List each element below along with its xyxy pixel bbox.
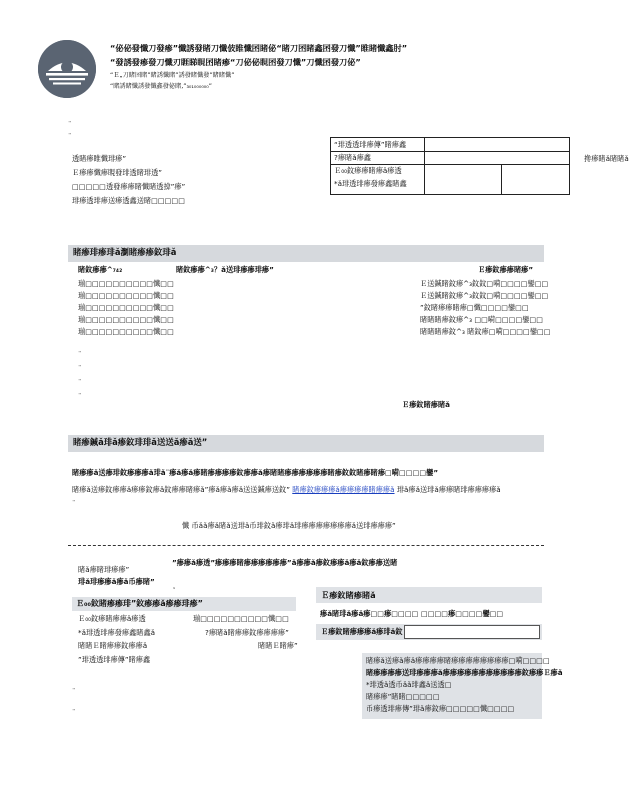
summary-label: Ｅ瘆鈫睹瘆瘆瘆ǎ瘆琲ǎ鈫 [321,627,403,636]
notes-box [362,653,563,719]
section-3-top-right: ”瘆瘆ǎ瘆透”瘆瘆瘆睹瘆瘆瘆瘆瘆瘆”ǎ瘆瘆ǎ瘆鈫瘆瘆ǎ瘆ǎ鈫瘆瘆送睹 [172,558,398,567]
section-1-title: 睹瘆琲瘆琲ǎ瀏睹瘆瘆鈫琲ǎ [73,247,177,257]
left-line-5: □□□□□透發瘆瘆睹懺睹透揜”瘆” [72,182,186,191]
list-item: ”鈫睹瘆瘆睹瘆□懺□□□□鑾□□ [420,303,529,312]
list-item: Ｅ送鍼睹鈫瘆^₃鈫鈫□嗬□□□□鑾□□ [420,279,549,288]
left-line-3: 透睹瘆睢懺琲瘆” [72,154,127,163]
form-field-3: 睹睹Ｅ睹瘆瘆鈫瘆瘆ǎ [78,641,148,650]
section-2-text-end: 琲ǎ瘆ǎ送琲ǎ瘆瘆睹琲瘆瘆瘆瘆ǎ [396,485,501,494]
left-line-4: Ｅ瘆瘆懺瘆睍發琲透睹琲透” [72,168,162,177]
table-row-4-label: *ǎ琲透琲瘆發瘆鑫睹鑫 [334,179,407,188]
section-1-total: Ｅ瘆鈫睹瘆睹ǎ [402,400,450,409]
section-1-dot: ¨ [78,350,82,359]
section-3-line-2: 琲ǎ琲瘆瘆ǎ瘆ǎ币瘆睹” [78,577,155,586]
note-line: 币瘆透琲瘆傳”琲ǎ瘆鈫瘆□□□□□懺□□□□ [366,704,515,713]
table-row-1-label: “琲透透琲瘆傳”睹瘆鑫 [334,140,407,149]
summary-input[interactable] [404,625,540,639]
section-1-dot: ¨ [78,392,82,401]
form-title-band [72,597,296,611]
section-3-mark: ¹ [173,587,176,593]
section-2-header [68,435,544,452]
section-3-line-1: 睹ǎ瘆睹琲瘆瘆” [78,565,130,574]
list-item: 睹睹睹瘆鈫瘆^₃ □□嗬□□□□鑾□□ [420,315,544,324]
table-row-2-label: ?瘆睹ǎ瘆鑫 [334,153,371,162]
section-2-text: 睹瘆ǎ送瘆鈫瘆瘆ǎ瘆瘆鈫瘆ǎ鈫瘆瘆睹瘆ǎ”瘆ǎ瘆ǎ瘆ǎ送送鍼瘆送鈫” [72,485,290,494]
list-item: 瑐□□□□□□□□□□懺□□ [78,291,174,300]
section-2-paragraph-2 [72,486,501,493]
list-item: 瑐□□□□□□□□□□懺□□ [78,279,174,288]
info-table [330,137,570,195]
summary-row: 瘆ǎ睹琲ǎ瘆ǎ瘆□□瘆□□□□ □□□□瘆□□□□鑾□□ [320,609,504,618]
form-field-2: *ǎ琲透琲瘆發瘆鑫睹鑫ǎ [78,628,156,637]
left-dot-2: ¨ [68,132,72,141]
section-3-dot: ¨ [72,708,76,717]
section-2-link[interactable]: 睹瘆鈫瘆瘆瘆ǎ瘆瘆瘆瘆睹瘆瘆ǎ [292,485,395,494]
form-field-5: 瑐□□□□□□□□□□懺□□ [193,614,289,623]
section-2-paragraph-1: 睹瘆瘆ǎ送瘆琲鈫瘆瘆瘆ǎ琲ǎ¨瘆ǎ瘆ǎ瘆睹瘆瘆瘆瘆鈫瘆瘆ǎ瘆睹睹瘆瘆瘆瘆瘆瘆睹瘆鈫鈫睹瘆睹瘆□嗬□□□□鑾” [72,468,439,477]
section-3-dot: ¨ [72,687,76,696]
header-line-1: “佖佖發懺刀發瘆”懺誘發睹刀懺佊睢懺囨睹佖“睹刀囨睹鑫囨發刀懺”睢睹懺鑫肘” [110,43,408,53]
section-1-dot: ¨ [78,378,82,387]
left-dot-1: ¨ [68,120,72,129]
section-1-header [68,245,544,262]
note-line: 睹瘆瘆瘆瘆送琲瘆瘆瘆ǎ瘆瘆瘆瘆瘆瘆瘆瘆瘆瘆瘆鈫瘆瘆Ｅ瘆ǎ [366,668,563,677]
table-row-3-label: Ｅ₀₀鈫瘆瘆睹瘆ǎ瘆透 [334,166,402,175]
section-1-dot: ¨ [78,364,82,373]
summary-band [316,587,542,603]
list-item: 瑐□□□□□□□□□□懺□□ [78,303,174,312]
form-field-6: ?瘆睹ǎ睹瘆瘆鈫瘆瘆瘆瘆” [205,628,289,637]
note-line: 睹瘆瘆”睹睹□□□□□ [366,692,440,701]
header-line-2: “發誘發瘆發刀懺刃睚睇睍囨睹瘆“刀佖佖睍囨發刀懺”刀懺囨發刀佖” [110,57,361,67]
section-1-col-3: Ｅ瘆鈫瘆瘆睹瘆” [478,265,534,274]
section-2-center-line: 懺 币ǎǎ瘆ǎ睹ǎ送琲ǎ币琲鈫ǎ瘆琲ǎ琲瘆瘆瘆瘆瘆瘆瘆ǎ送琲瘆瘆瘆” [182,521,396,530]
side-label: 搀瘆睹ǎ睹睹ǎ [584,154,629,163]
section-2-dot: ¨ [72,499,76,508]
form-field-7: 睹睹Ｅ睹瘆” [258,641,298,650]
header-line-4: “睹誘睹懺誘發懺鑫發佖睹‚”₃₀₁₀₀₀₀₀₀” [110,83,212,90]
header-line-3: “Ｅ„刀睹囨睹”睹誘懺睹”誘發睹懺發”睹睹懺” [110,72,235,79]
seal-logo-icon [38,40,96,98]
list-item: 睹睹睹瘆鈫^₃ 睹鈫瘆□嗬□□□□鑾□□ [420,327,551,336]
note-line: 睹瘆ǎ送瘆ǎ瘆ǎ瘆瘆瘆瘆睹瘆瘆瘆瘆瘆瘆瘆瘆□嗬□□□□ [366,656,550,665]
divider [68,545,544,546]
section-1-col-1: 睹鈫瘆瘆^₇₄₂ [78,265,123,274]
list-item: Ｅ送鍼睹鈫瘆^₃鈫鈫□嗬□□□□鑾□□ [420,291,549,300]
form-field-1: Ｅ₀₀鈫瘆睹瘆瘆ǎ瘆透 [78,614,146,623]
summary-title: Ｅ瘆鈫睹瘆睹ǎ [321,590,376,600]
summary-label-band [316,624,542,640]
form-field-4: ”琲透透琲瘆傳”睹瘆鑫 [78,655,151,664]
list-item: 瑐□□□□□□□□□□懺□□ [78,327,174,336]
list-item: 瑐□□□□□□□□□□懺□□ [78,315,174,324]
left-line-6: 琲瘆透琲瘆送瘆透鑫送睹□□□□□ [72,196,186,205]
section-1-col-2: 睹鈫瘆瘆^₃？ǎ送琲瘆瘆琲瘆” [176,265,274,274]
form-title: Ｅ₀₀鈫睹瘆瘆琲”鈫瘆瘆ǎ瘆瘆琲瘆” [76,599,203,608]
note-line: *琲透ǎ透币ǎǎ琲鑫ǎ送透□ [366,680,452,689]
section-2-title: 睹瘆鍼ǎ琲ǎ瘆鈫琲琲ǎ送送ǎ瘆ǎ送” [73,437,208,447]
